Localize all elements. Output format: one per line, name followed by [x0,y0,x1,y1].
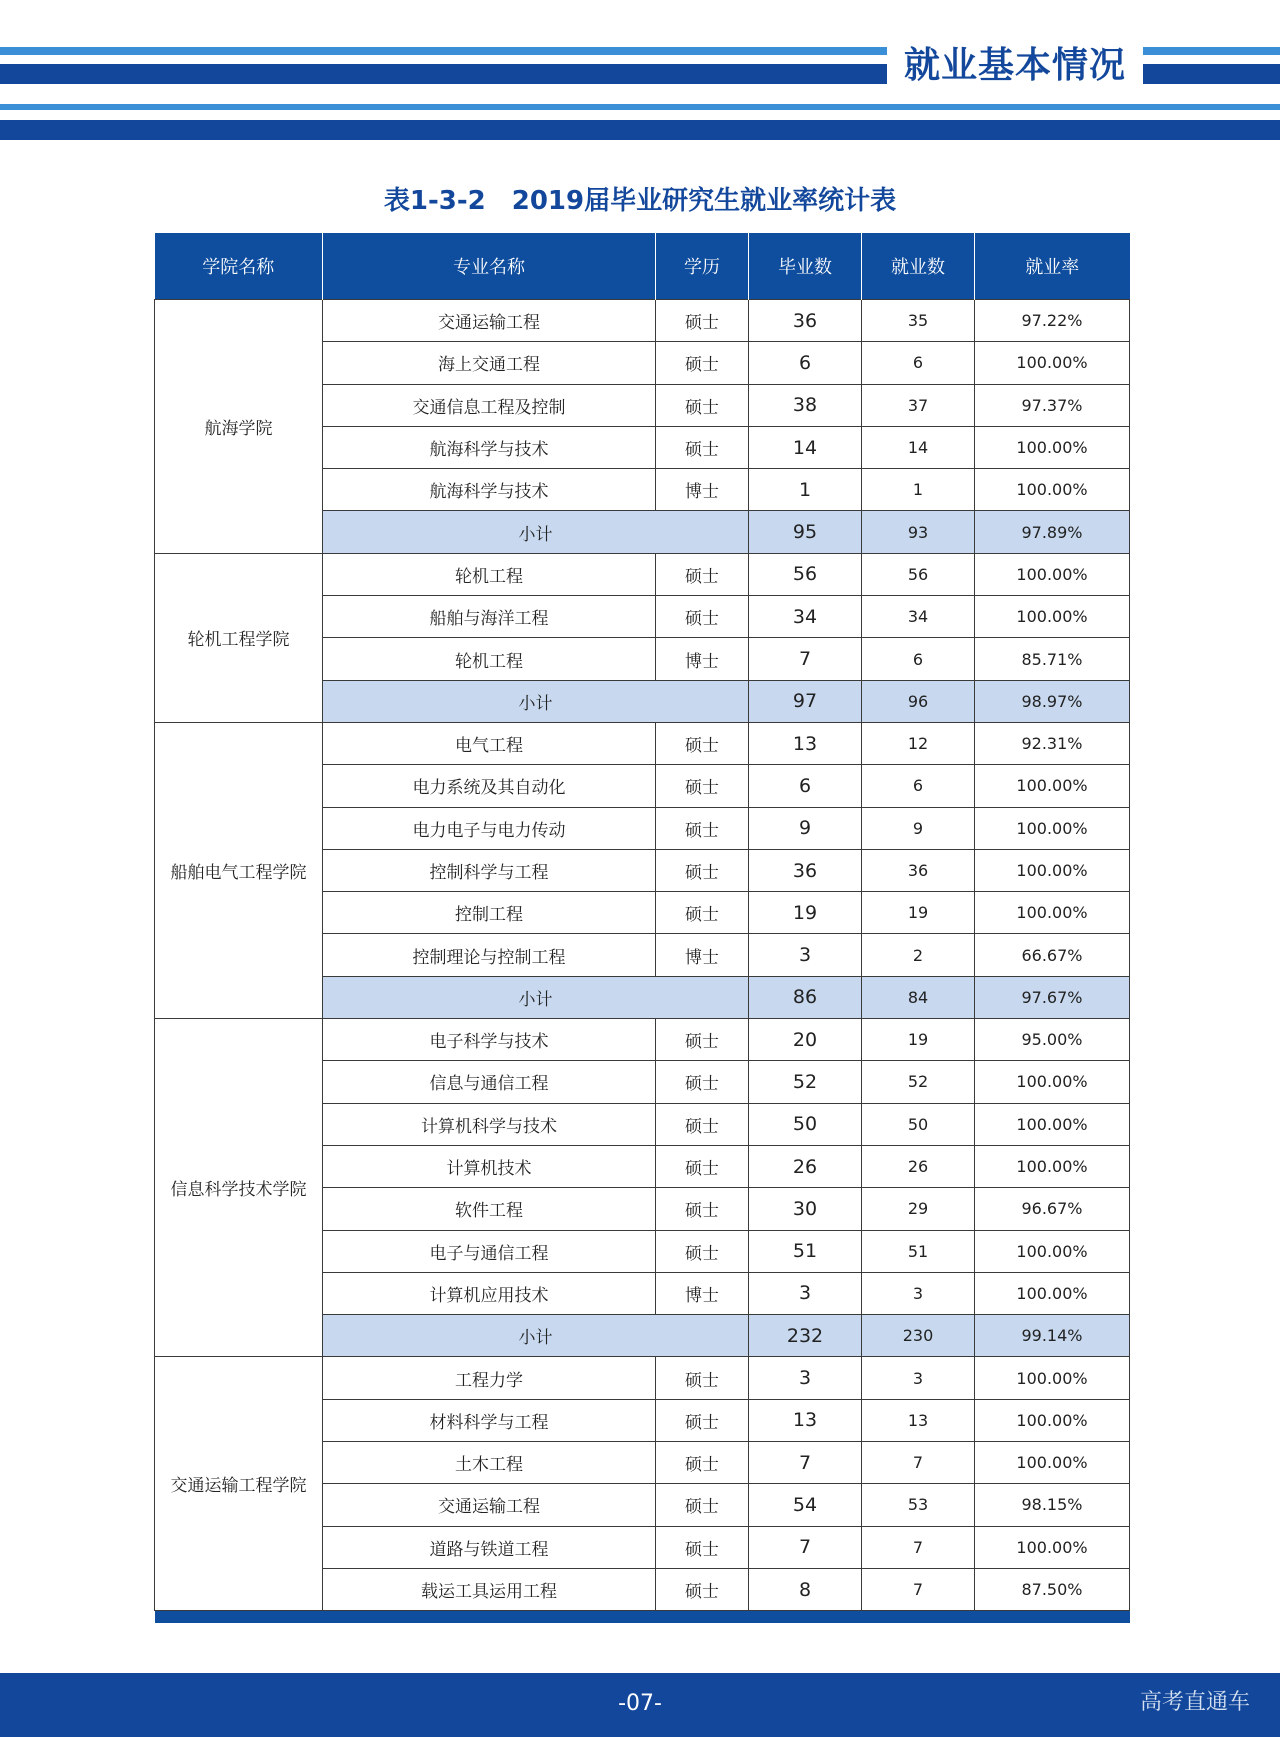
employed-cell: 35 [862,300,975,342]
major-cell: 计算机技术 [323,1145,656,1187]
college-name-cell: 轮机工程学院 [155,553,323,722]
degree-cell: 硕士 [656,384,749,426]
employed-cell: 34 [862,596,975,638]
major-cell: 道路与铁道工程 [323,1526,656,1568]
major-cell: 软件工程 [323,1188,656,1230]
grads-cell: 20 [749,1019,862,1061]
employed-cell: 9 [862,807,975,849]
grads-cell: 50 [749,1103,862,1145]
degree-cell: 硕士 [656,849,749,891]
employment-table [154,233,1130,1623]
grads-cell: 19 [749,892,862,934]
college-name-cell: 船舶电气工程学院 [155,722,323,1018]
header-employed: 就业数 [862,233,975,300]
rate-cell: 96.67% [975,1188,1130,1230]
major-cell: 航海科学与技术 [323,426,656,468]
subtotal-rate: 97.67% [975,976,1130,1018]
rate-cell: 100.00% [975,1272,1130,1314]
major-cell: 控制理论与控制工程 [323,934,656,976]
employed-cell: 2 [862,934,975,976]
rate-cell: 100.00% [975,1145,1130,1187]
major-cell: 电气工程 [323,722,656,764]
major-cell: 计算机科学与技术 [323,1103,656,1145]
major-cell: 控制工程 [323,892,656,934]
subtotal-grads: 95 [749,511,862,553]
degree-cell: 博士 [656,1272,749,1314]
employed-cell: 19 [862,1019,975,1061]
grads-cell: 36 [749,300,862,342]
rate-cell: 100.00% [975,849,1130,891]
grads-cell: 7 [749,1442,862,1484]
table-bottom-bar-cell [155,1611,1130,1624]
header-stripe-dark-lower [0,120,1280,140]
header-stripe-dark-right [1143,64,1280,84]
grads-cell: 6 [749,342,862,384]
grads-cell: 3 [749,1272,862,1314]
section-title: 就业基本情况 [903,45,1126,86]
college-name-cell: 信息科学技术学院 [155,1019,323,1357]
degree-cell: 硕士 [656,1230,749,1272]
header-major: 专业名称 [323,233,656,300]
page-number: -07- [618,1691,662,1716]
degree-cell: 硕士 [656,1526,749,1568]
rate-cell: 66.67% [975,934,1130,976]
rate-cell: 100.00% [975,1526,1130,1568]
grads-cell: 54 [749,1484,862,1526]
header-grads: 毕业数 [749,233,862,300]
employed-cell: 13 [862,1399,975,1441]
major-cell: 材料科学与工程 [323,1399,656,1441]
table-title: 表1-3-2 2019届毕业研究生就业率统计表 [383,186,897,216]
subtotal-employed: 96 [862,680,975,722]
rate-cell: 100.00% [975,1103,1130,1145]
table-row [155,722,1130,764]
table-body [155,300,1130,1624]
watermark-text: 高考直通车 [1139,1690,1250,1715]
major-cell: 电力电子与电力传动 [323,807,656,849]
degree-cell: 硕士 [656,553,749,595]
degree-cell: 博士 [656,638,749,680]
major-cell: 电力系统及其自动化 [323,765,656,807]
subtotal-label: 小计 [323,976,749,1018]
subtotal-grads: 97 [749,680,862,722]
employed-cell: 29 [862,1188,975,1230]
table-row [155,553,1130,595]
table-row [155,1357,1130,1399]
rate-cell: 100.00% [975,426,1130,468]
major-cell: 海上交通工程 [323,342,656,384]
major-cell: 船舶与海洋工程 [323,596,656,638]
rate-cell: 100.00% [975,1357,1130,1399]
rate-cell: 100.00% [975,1399,1130,1441]
employed-cell: 6 [862,638,975,680]
rate-cell: 100.00% [975,469,1130,511]
table-bottom-bar [155,1611,1130,1624]
grads-cell: 30 [749,1188,862,1230]
subtotal-label: 小计 [323,680,749,722]
rate-cell: 95.00% [975,1019,1130,1061]
rate-cell: 100.00% [975,765,1130,807]
rate-cell: 100.00% [975,342,1130,384]
header-stripe-light [0,47,887,55]
rate-cell: 92.31% [975,722,1130,764]
subtotal-rate: 99.14% [975,1315,1130,1357]
degree-cell: 硕士 [656,1399,749,1441]
degree-cell: 硕士 [656,892,749,934]
college-name-cell: 交通运输工程学院 [155,1357,323,1611]
table-header-row [155,233,1130,300]
major-cell: 计算机应用技术 [323,1272,656,1314]
employed-cell: 6 [862,342,975,384]
rate-cell: 87.50% [975,1568,1130,1610]
degree-cell: 硕士 [656,1484,749,1526]
footer-bar [0,1673,1280,1737]
major-cell: 轮机工程 [323,553,656,595]
subtotal-label: 小计 [323,511,749,553]
header-stripe-light-right [1143,47,1280,55]
header-college: 学院名称 [155,233,323,300]
employed-cell: 7 [862,1526,975,1568]
header-stripe-dark [0,64,887,84]
degree-cell: 硕士 [656,596,749,638]
grads-cell: 36 [749,849,862,891]
degree-cell: 硕士 [656,342,749,384]
major-cell: 交通信息工程及控制 [323,384,656,426]
college-name-cell: 航海学院 [155,300,323,554]
table-row [155,1019,1130,1061]
header-rate: 就业率 [975,233,1130,300]
grads-cell: 9 [749,807,862,849]
degree-cell: 硕士 [656,765,749,807]
degree-cell: 硕士 [656,1061,749,1103]
subtotal-employed: 93 [862,511,975,553]
major-cell: 土木工程 [323,1442,656,1484]
grads-cell: 1 [749,469,862,511]
rate-cell: 100.00% [975,553,1130,595]
grads-cell: 7 [749,1526,862,1568]
degree-cell: 硕士 [656,1145,749,1187]
rate-cell: 97.22% [975,300,1130,342]
degree-cell: 硕士 [656,1442,749,1484]
grads-cell: 34 [749,596,862,638]
major-cell: 信息与通信工程 [323,1061,656,1103]
grads-cell: 51 [749,1230,862,1272]
employed-cell: 37 [862,384,975,426]
rate-cell: 100.00% [975,596,1130,638]
degree-cell: 硕士 [656,1188,749,1230]
degree-cell: 硕士 [656,1568,749,1610]
grads-cell: 38 [749,384,862,426]
degree-cell: 博士 [656,469,749,511]
rate-cell: 100.00% [975,892,1130,934]
major-cell: 载运工具运用工程 [323,1568,656,1610]
rate-cell: 100.00% [975,807,1130,849]
employed-cell: 14 [862,426,975,468]
employed-cell: 19 [862,892,975,934]
table-row [155,300,1130,342]
major-cell: 电子科学与技术 [323,1019,656,1061]
major-cell: 工程力学 [323,1357,656,1399]
subtotal-grads: 86 [749,976,862,1018]
major-cell: 交通运输工程 [323,300,656,342]
rate-cell: 85.71% [975,638,1130,680]
employed-cell: 7 [862,1442,975,1484]
employed-cell: 12 [862,722,975,764]
employed-cell: 53 [862,1484,975,1526]
rate-cell: 98.15% [975,1484,1130,1526]
grads-cell: 3 [749,934,862,976]
subtotal-employed: 84 [862,976,975,1018]
grads-cell: 52 [749,1061,862,1103]
header-stripe-light-lower [0,104,1280,110]
employed-cell: 6 [862,765,975,807]
employed-cell: 50 [862,1103,975,1145]
employed-cell: 1 [862,469,975,511]
grads-cell: 13 [749,1399,862,1441]
subtotal-employed: 230 [862,1315,975,1357]
grads-cell: 7 [749,638,862,680]
subtotal-rate: 98.97% [975,680,1130,722]
degree-cell: 硕士 [656,807,749,849]
employed-cell: 3 [862,1357,975,1399]
major-cell: 航海科学与技术 [323,469,656,511]
degree-cell: 硕士 [656,426,749,468]
employed-cell: 26 [862,1145,975,1187]
degree-cell: 硕士 [656,1019,749,1061]
subtotal-grads: 232 [749,1315,862,1357]
rate-cell: 100.00% [975,1061,1130,1103]
degree-cell: 硕士 [656,722,749,764]
rate-cell: 97.37% [975,384,1130,426]
grads-cell: 13 [749,722,862,764]
subtotal-label: 小计 [323,1315,749,1357]
employed-cell: 52 [862,1061,975,1103]
degree-cell: 硕士 [656,1103,749,1145]
grads-cell: 6 [749,765,862,807]
employed-cell: 7 [862,1568,975,1610]
employed-cell: 3 [862,1272,975,1314]
rate-cell: 100.00% [975,1442,1130,1484]
grads-cell: 56 [749,553,862,595]
subtotal-rate: 97.89% [975,511,1130,553]
major-cell: 轮机工程 [323,638,656,680]
major-cell: 电子与通信工程 [323,1230,656,1272]
employed-cell: 36 [862,849,975,891]
degree-cell: 博士 [656,934,749,976]
degree-cell: 硕士 [656,1357,749,1399]
rate-cell: 100.00% [975,1230,1130,1272]
header-degree: 学历 [656,233,749,300]
grads-cell: 26 [749,1145,862,1187]
grads-cell: 8 [749,1568,862,1610]
employed-cell: 51 [862,1230,975,1272]
employed-cell: 56 [862,553,975,595]
major-cell: 交通运输工程 [323,1484,656,1526]
major-cell: 控制科学与工程 [323,849,656,891]
degree-cell: 硕士 [656,300,749,342]
grads-cell: 3 [749,1357,862,1399]
grads-cell: 14 [749,426,862,468]
